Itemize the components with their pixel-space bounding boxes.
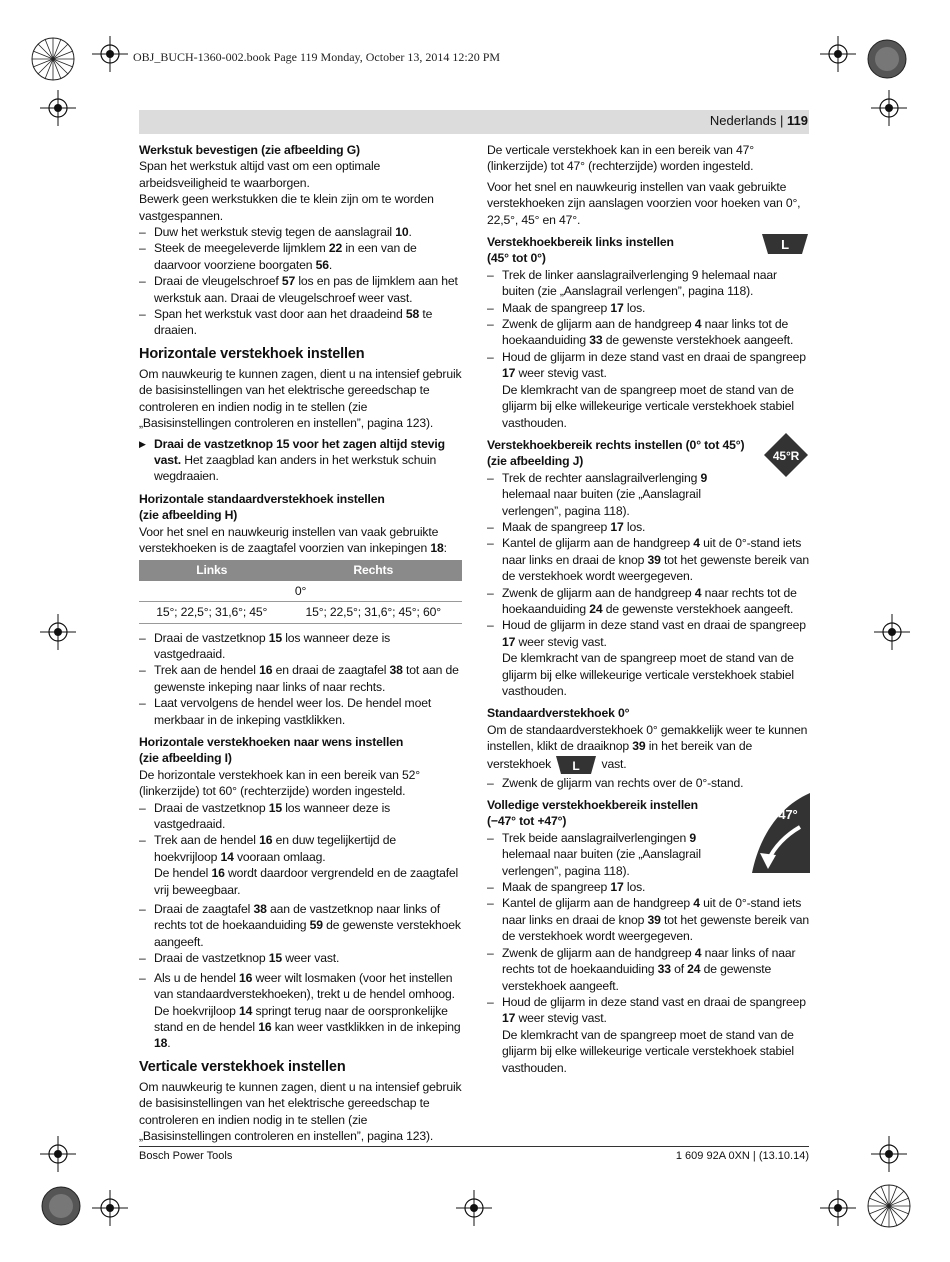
list-item: – Zwenk de glijarm aan de handgreep 4 naar links tot de hoekaanduiding 33 de gewenste verstekhoek aangeeft. [487,316,810,349]
paragraph: De verticale verstekhoek kan in een bereik van 47° (linkerzijde) tot 47° (rechterzijde) worden ingesteld. [487,143,755,174]
crosshair-mark-icon [40,1136,76,1172]
paragraph: Om nauwkeurig te kunnen zagen, dient u na intensief gebruik de basisinstellingen van het elektrische gereedschap te controleren en indien nodig in te stellen (zie „Basisinstellingen controleren en instellen”, pagina 123). [139,366,462,431]
warning-item: ▶ Draai de vastzetknop 15 voor het zagen altijd stevig vast. Het zaagblad kan anders in het werkstuk schuin wegdraaien. [139,436,462,485]
list-item: – Trek beide aanslagrailverlengingen 9 helemaal naar buiten (zie „Aanslagrail verlengen”, pagina 118). [487,830,810,879]
list-item: – Maak de spangreep 17 los. [487,519,810,535]
paragraph: Voor het snel en nauwkeurig instellen van vaak gebruikte verstekhoeken is de zaagtafel voorzien van inkepingen 18: [139,524,447,555]
list-item: – Zwenk de glijarm van rechts over de 0°-stand. [487,775,810,791]
list-item: – Maak de spangreep 17 los. [487,300,810,316]
list-item: – Draai de vleugelschroef 57 los en pas de lijmklem aan het werkstuk aan. Draai de vleugelschroef weer vast. [139,273,462,306]
crosshair-mark-icon [40,90,76,126]
left-range-badge-icon [554,755,598,775]
badge-text: 47° [778,807,798,823]
table-cell: 15°; 22,5°; 31,6°; 45° [139,602,284,623]
list-item: – Kantel de glijarm aan de handgreep 4 uit de 0°-stand iets naar links en draai de knop 39 tot het gewenste bereik van de verstekhoek wordt weergegeven. [487,535,810,584]
footer-doc-number: 1 609 92A 0XN | (13.10.14) [675,1150,809,1162]
crosshair-mark-icon [92,1190,128,1226]
left-column [139,142,462,1148]
list-item: – Zwenk de glijarm aan de handgreep 4 naar rechts tot de hoekaanduiding 24 de gewenste verstekhoek aangeeft. [487,585,810,618]
page-header: Nederlands | 119 [709,113,808,128]
list-item: – Draai de zaagtafel 38 aan de vastzetknop naar links of rechts tot de hoekaanduiding 59 de gewenste verstekhoek aangeeft. [139,901,462,950]
section-subtitle: (−47° tot +47°) [487,814,567,829]
section-title: Horizontale verstekhoeken naar wens instellen [139,735,404,749]
list-item: – Draai de vastzetknop 15 weer vast. [139,950,462,966]
table-cell: 15°; 22,5°; 31,6°; 45°; 60° [284,602,462,623]
instruction-list [487,830,810,1076]
section-title: Verstekhoekbereik rechts instellen (0° tot 45°) [487,437,745,452]
list-item: – Kantel de glijarm aan de handgreep 4 uit de 0°-stand iets naar links en draai de knop 39 tot het gewenste bereik van de verstekhoek wordt weergegeven. [487,895,810,944]
crosshair-mark-icon [820,1190,856,1226]
list-item: – Span het werkstuk vast door aan het draadeind 58 te draaien. [139,306,462,339]
table-cell: 0° [139,581,462,602]
paragraph: Voor het snel en nauwkeurig instellen van vaak gebruikte verstekhoeken zijn aanslagen voorzien voor hoeken van 0°, 22,5°, 45° en 47°. [487,179,801,227]
list-item: – Trek aan de hendel 16 en duw tegelijkertijd de hoekvrijloop 14 vooraan omlaag. De hendel 16 wordt daardoor vergrendeld en de zaagtafel vrij beweegbaar. [139,832,462,898]
instruction-list [487,775,810,791]
list-item: – Trek de linker aanslagrailverlenging 9 helemaal naar buiten (zie „Aanslagrail verlengen”, pagina 118). [487,267,810,300]
section-title: Verstekhoekbereik links instellen [487,235,674,250]
list-item: – Trek aan de hendel 16 en draai de zaagtafel 38 tot aan de gewenste inkeping naar links of naar rechts. [139,662,462,695]
header-language: Nederlands [709,113,777,128]
crosshair-mark-icon [92,36,128,72]
instruction-list [139,224,462,339]
paragraph: Bewerk geen werkstukken die te klein zijn om te worden vastgespannen. [139,192,434,223]
list-item: – Zwenk de glijarm aan de handgreep 4 naar links of naar rechts tot de hoekaanduiding 33 of 24 de gewenste verstekhoek aangeeft. [487,945,810,994]
table-header-left: Links [139,560,284,580]
crosshair-mark-icon [874,614,910,650]
list-item: – Steek de meegeleverde lijmklem 22 in een van de daarvoor voorziene boorgaten 56. [139,240,462,273]
section-title: Horizontale standaardverstekhoek instellen [139,491,385,506]
instruction-list [487,267,810,431]
registration-mark-icon [866,1183,912,1229]
right-column [487,142,810,1081]
header-bar [139,110,809,134]
list-item: – Trek de rechter aanslagrailverlenging 9 helemaal naar buiten (zie „Aanslagrail verlengen”, pagina 118). [487,470,810,519]
list-item: – Houd de glijarm in deze stand vast en draai de spangreep 17 weer stevig vast. De klemkracht van de spangreep moet de stand van de glijarm bij elke willekeurige verticale verstekhoek stabiel vasthouden. [487,617,810,699]
paragraph: Span het werkstuk altijd vast om een optimale arbeidsveiligheid te waarborgen. [139,159,381,190]
print-slug: OBJ_BUCH-1360-002.book Page 119 Monday, October 13, 2014 12:20 PM [133,50,501,64]
list-item: – Draai de vastzetknop 15 los wanneer deze is vastgedraaid. [139,800,462,833]
paragraph: Om nauwkeurig te kunnen zagen, dient u na intensief gebruik de basisinstellingen van het elektrische gereedschap te controleren en indien nodig in te stellen (zie „Basisinstellingen controleren en instellen”, pagina 123). [139,1079,462,1143]
crosshair-mark-icon [871,1136,907,1172]
section-title: Werkstuk bevestigen (zie afbeelding G) [139,143,360,157]
list-item: – Houd de glijarm in deze stand vast en draai de spangreep 17 weer stevig vast. De klemkracht van de spangreep moet de stand van de glijarm bij elke willekeurige verticale verstekhoek stabiel vasthouden. [487,349,810,431]
crosshair-mark-icon [456,1190,492,1226]
list-item: – Houd de glijarm in deze stand vast en draai de spangreep 17 weer stevig vast. De klemkracht van de spangreep moet de stand van de glijarm bij elke willekeurige verticale verstekhoek stabiel vasthouden. [487,994,810,1076]
crosshair-mark-icon [820,36,856,72]
instruction-list [139,630,462,728]
paragraph: Om de standaardverstekhoek 0° gemakkelijk weer te kunnen instellen, klikt de draaiknop 39 in het bereik van de verstekhoek L vast. [487,722,808,773]
section-heading: Verticale verstekhoek instellen [139,1058,346,1075]
list-item: – Draai de vastzetknop 15 los wanneer deze is vastgedraaid. [139,630,462,663]
registration-mark-icon [40,1185,82,1227]
paragraph: De horizontale verstekhoek kan in een bereik van 52° (linkerzijde) tot 60° (rechterzijde) worden ingesteld. [139,767,420,799]
angle-table [139,560,462,623]
section-subtitle: (45° tot 0°) [487,251,546,266]
warning-list [139,436,462,485]
table-header-right: Rechts [284,560,462,580]
footer-brand: Bosch Power Tools [139,1150,233,1162]
section-subtitle: (zie afbeelding I) [139,751,232,766]
footer-divider [139,1146,809,1147]
left-range-badge-icon [760,232,810,256]
list-item: – Laat vervolgens de hendel weer los. De hendel moet merkbaar in de inkeping vastklikken. [139,695,462,728]
instruction-list [139,800,462,1052]
registration-mark-icon [866,38,908,80]
badge-text: L [781,237,789,253]
registration-mark-icon [30,36,76,82]
section-title: Standaardverstekhoek 0° [487,706,630,721]
list-item: – Maak de spangreep 17 los. [487,879,810,895]
section-subtitle: (zie afbeelding H) [139,508,238,523]
badge-text: 45°R [772,448,800,463]
badge-text: L [572,758,580,773]
section-title: Volledige verstekhoekbereik instellen [487,798,698,813]
list-item: – Duw het werkstuk stevig tegen de aanslagrail 10. [139,224,462,240]
list-item: – Als u de hendel 16 weer wilt losmaken (voor het instellen van standaardverstekhoeken), trekt u de hendel omhoog. De hoekvrijloop 14 springt terug naar de oorspronkelijke stand en de hendel 16 kan weer vastklikken in de inkeping 18. [139,970,462,1052]
crosshair-mark-icon [40,614,76,650]
page-number: 119 [787,113,808,128]
instruction-list [487,470,810,700]
section-heading: Horizontale verstekhoek instellen [139,345,365,362]
crosshair-mark-icon [871,90,907,126]
section-subtitle: (zie afbeelding J) [487,454,584,469]
